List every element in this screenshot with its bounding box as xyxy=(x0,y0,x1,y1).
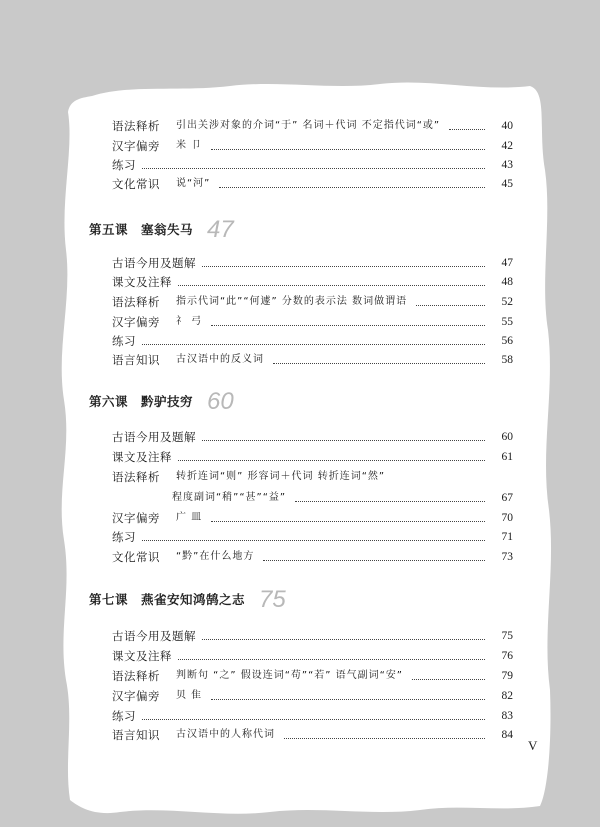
entry-topic: 指示代词“此”“何遽” 分数的表示法 数词做谓语 xyxy=(176,292,410,312)
lesson-title: 第七课 燕雀安知鸿鹄之志 xyxy=(89,592,246,607)
entry-topic: 米 卩 xyxy=(176,136,205,156)
entry-category: 文化常识 xyxy=(112,550,160,564)
toc-entry[interactable] xyxy=(0,646,600,666)
entry-page-number: 70 xyxy=(501,512,513,524)
entry-category: 课文及注释 xyxy=(112,649,172,663)
dot-leader xyxy=(202,440,485,441)
lesson-heading[interactable] xyxy=(89,386,234,416)
toc-entry[interactable] xyxy=(0,350,600,370)
lesson-title: 第五课 塞翁失马 xyxy=(89,222,194,237)
dot-leader xyxy=(263,560,485,561)
entry-topic: 贝 隹 xyxy=(176,686,205,706)
toc-entry[interactable] xyxy=(0,725,600,745)
lesson-heading[interactable] xyxy=(89,214,234,244)
toc-entry[interactable] xyxy=(0,706,600,726)
entry-page-number: 84 xyxy=(501,729,513,741)
entry-category: 课文及注释 xyxy=(112,450,172,464)
toc-entry[interactable] xyxy=(0,427,600,447)
entry-page-number: 82 xyxy=(501,690,513,702)
toc-entry[interactable] xyxy=(0,508,600,528)
toc-entry[interactable] xyxy=(0,488,600,508)
entry-page-number: 42 xyxy=(501,140,513,152)
dot-leader xyxy=(284,738,485,739)
entry-page-number: 58 xyxy=(501,354,513,366)
dot-leader xyxy=(178,460,485,461)
lesson-start-page: 47 xyxy=(207,216,234,243)
entry-topic: 古汉语中的人称代词 xyxy=(176,725,278,745)
dot-leader xyxy=(178,659,485,660)
entry-category: 语法释析 xyxy=(112,295,160,309)
toc-entry[interactable] xyxy=(0,666,600,686)
lesson-title: 第六课 黔驴技穷 xyxy=(89,394,194,409)
dot-leader xyxy=(142,719,485,720)
entry-topic: 礻 弓 xyxy=(176,312,205,332)
toc-entry[interactable] xyxy=(0,253,600,273)
entry-topic: “黔”在什么地方 xyxy=(176,547,257,567)
entry-page-number: 76 xyxy=(501,650,513,662)
page-number-roman: V xyxy=(528,738,538,753)
dot-leader xyxy=(178,285,485,286)
dot-leader xyxy=(412,679,485,680)
entry-category: 汉字偏旁 xyxy=(112,139,160,153)
entry-category: 语法释析 xyxy=(112,119,160,133)
entry-category: 古语今用及题解 xyxy=(112,430,196,444)
dot-leader xyxy=(202,639,485,640)
toc-entry[interactable] xyxy=(0,312,600,332)
dot-leader xyxy=(211,325,485,326)
entry-page-number: 45 xyxy=(501,178,513,190)
toc-entry[interactable] xyxy=(0,527,600,547)
toc-entry[interactable] xyxy=(0,447,600,467)
entry-page-number: 52 xyxy=(501,296,513,308)
entry-topic: 古汉语中的反义词 xyxy=(176,350,267,370)
entry-page-number: 60 xyxy=(501,431,513,443)
entry-topic: 程度副词“稍”“甚”“益” xyxy=(172,488,289,508)
entry-category: 汉字偏旁 xyxy=(112,689,160,703)
toc-entry[interactable] xyxy=(0,136,600,156)
lesson-start-page: 75 xyxy=(259,586,286,613)
entry-category: 练习 xyxy=(112,334,136,348)
toc-entry[interactable] xyxy=(0,155,600,175)
toc-entry[interactable] xyxy=(0,116,600,136)
toc-entry[interactable] xyxy=(0,331,600,351)
entry-page-number: 73 xyxy=(501,551,513,563)
entry-category: 语法释析 xyxy=(112,470,160,484)
entry-category: 语言知识 xyxy=(112,353,160,367)
entry-category: 练习 xyxy=(112,530,136,544)
toc-entry[interactable] xyxy=(0,467,600,487)
entry-page-number: 71 xyxy=(501,531,513,543)
dot-leader xyxy=(142,344,485,345)
entry-category: 练习 xyxy=(112,158,136,172)
entry-category: 语法释析 xyxy=(112,669,160,683)
entry-page-number: 61 xyxy=(501,451,513,463)
toc-entry[interactable] xyxy=(0,174,600,194)
dot-leader xyxy=(202,266,485,267)
dot-leader xyxy=(211,699,485,700)
dot-leader xyxy=(273,363,485,364)
entry-category: 文化常识 xyxy=(112,177,160,191)
entry-page-number: 56 xyxy=(501,335,513,347)
toc-entry[interactable] xyxy=(0,272,600,292)
entry-page-number: 55 xyxy=(501,316,513,328)
lesson-start-page: 60 xyxy=(207,388,234,415)
entry-page-number: 79 xyxy=(501,670,513,682)
entry-category: 语言知识 xyxy=(112,728,160,742)
entry-category: 课文及注释 xyxy=(112,275,172,289)
entry-topic: 判断句 “之” 假设连词“苟”“若” 语气副词“安” xyxy=(176,666,406,686)
dot-leader xyxy=(219,187,485,188)
entry-category: 练习 xyxy=(112,709,136,723)
entry-category: 汉字偏旁 xyxy=(112,511,160,525)
lesson-heading[interactable] xyxy=(89,584,286,614)
entry-topic: 说“河” xyxy=(176,174,213,194)
entry-category: 古语今用及题解 xyxy=(112,256,196,270)
entry-topic: 广 皿 xyxy=(176,508,205,528)
entry-page-number: 43 xyxy=(501,159,513,171)
entry-page-number: 40 xyxy=(501,120,513,132)
entry-page-number: 47 xyxy=(501,257,513,269)
entry-page-number: 83 xyxy=(501,710,513,722)
dot-leader xyxy=(211,521,485,522)
toc-entry[interactable] xyxy=(0,626,600,646)
entry-topic: 引出关涉对象的介词“于” 名词＋代词 不定指代词“或” xyxy=(176,116,443,136)
entry-topic: 转折连词“则” 形容词＋代词 转折连词“然” xyxy=(176,467,388,487)
dot-leader xyxy=(142,168,485,169)
entry-page-number: 48 xyxy=(501,276,513,288)
entry-page-number: 67 xyxy=(501,492,513,504)
dot-leader xyxy=(416,305,485,306)
entry-category: 汉字偏旁 xyxy=(112,315,160,329)
toc-entry[interactable] xyxy=(0,547,600,567)
dot-leader xyxy=(449,129,485,130)
entry-page-number: 75 xyxy=(501,630,513,642)
dot-leader xyxy=(211,149,485,150)
entry-category: 古语今用及题解 xyxy=(112,629,196,643)
toc-entry[interactable] xyxy=(0,686,600,706)
dot-leader xyxy=(295,501,485,502)
toc-entry[interactable] xyxy=(0,292,600,312)
dot-leader xyxy=(142,540,485,541)
